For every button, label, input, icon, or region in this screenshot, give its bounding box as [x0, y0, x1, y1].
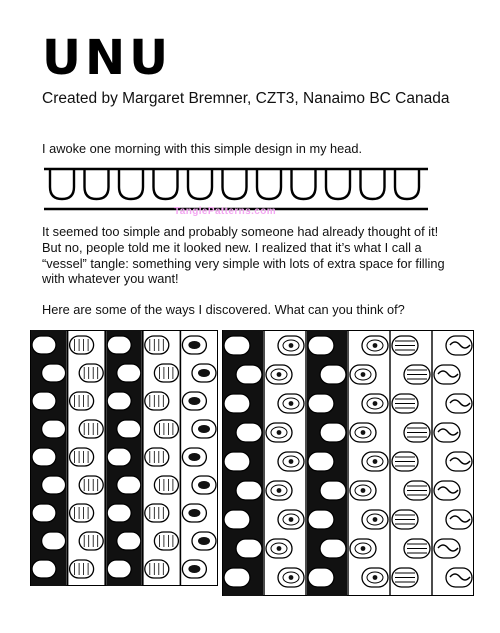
- u-shape: [292, 169, 316, 199]
- body-line: But no, people told me it looked new. I realized that it’s what I call a: [42, 239, 422, 255]
- u-shape: [188, 169, 212, 199]
- u-shape: [395, 169, 419, 199]
- author-byline: Created by Margaret Bremner, CZT3, Nanaimo BC Canada: [42, 90, 450, 107]
- tangle-example-tiles: [30, 330, 474, 596]
- u-shape: [257, 169, 281, 199]
- intro-paragraph: I awoke one morning with this simple design in my head.: [42, 141, 363, 156]
- body-line: “vessel” tangle: something very simple with lots of extra space for filling: [42, 255, 445, 271]
- body-line: with whatever you want!: [42, 271, 179, 287]
- page-title: UNU: [42, 30, 173, 86]
- u-shape: [326, 169, 350, 199]
- tile-right: [222, 330, 474, 596]
- u-shape: [119, 169, 143, 199]
- u-shape: [361, 169, 385, 199]
- body-paragraph: [42, 224, 462, 287]
- tile-left: [30, 330, 218, 586]
- u-shape: [50, 169, 74, 199]
- u-shape: [154, 169, 178, 199]
- closing-paragraph: Here are some of the ways I discovered. What can you think of?: [42, 302, 405, 317]
- body-line: It seemed too simple and probably someone had already thought of it!: [42, 224, 439, 239]
- u-shape: [223, 169, 247, 199]
- watermark: TanglePatterns.com: [174, 206, 277, 217]
- u-shape: [85, 169, 109, 199]
